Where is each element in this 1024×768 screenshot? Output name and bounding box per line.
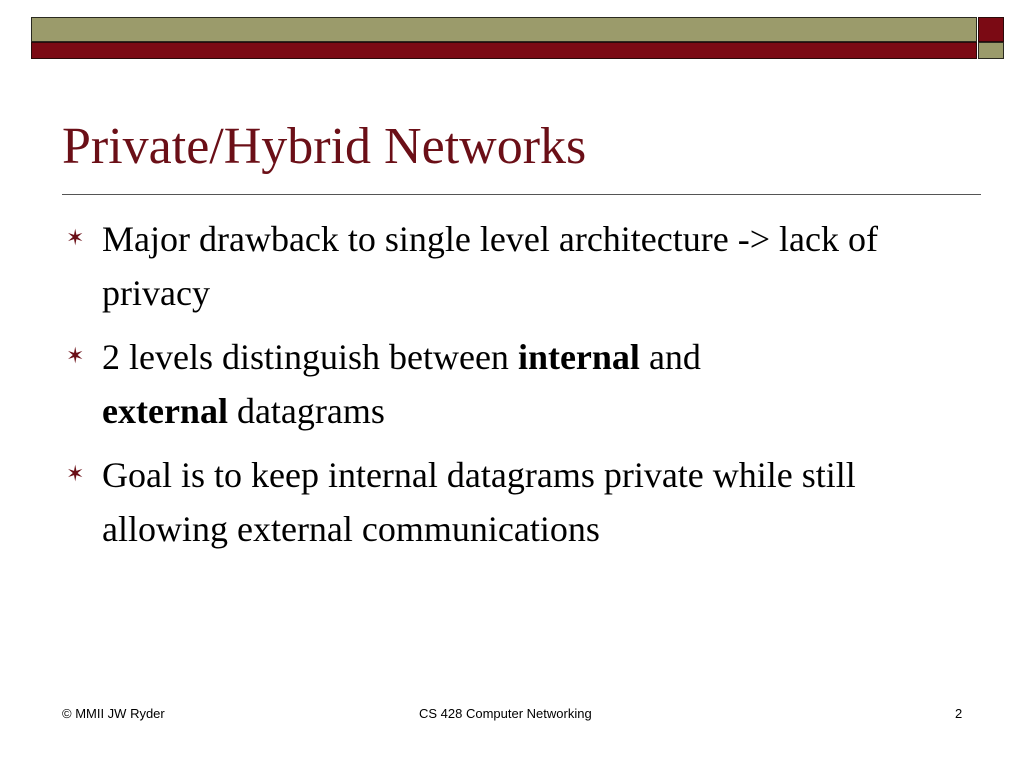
footer-copyright: © MMII JW Ryder bbox=[62, 706, 165, 721]
header-corner-olive bbox=[978, 42, 1004, 59]
bullet-item bbox=[62, 330, 962, 438]
footer-page-number: 2 bbox=[955, 706, 963, 721]
bullet-text-mid: and bbox=[639, 337, 701, 377]
bullet-text: Goal is to keep internal datagrams private while still allowing external communications bbox=[102, 455, 856, 549]
footer-course: CS 428 Computer Networking bbox=[419, 706, 592, 721]
header-bar-maroon bbox=[31, 42, 977, 59]
bullet-text: Major drawback to single level architecture -> lack of privacy bbox=[102, 219, 878, 313]
bullet-text-pre: 2 levels distinguish between bbox=[102, 337, 518, 377]
bullet-emphasis-external: external bbox=[102, 391, 228, 431]
bullet-item bbox=[62, 448, 962, 556]
six-pointed-star-icon: ✶ bbox=[66, 344, 85, 369]
bullet-list bbox=[62, 212, 962, 566]
header-bar-olive bbox=[31, 17, 977, 42]
six-pointed-star-icon: ✶ bbox=[66, 462, 85, 487]
bullet-emphasis-internal: internal bbox=[517, 337, 640, 377]
six-pointed-star-icon: ✶ bbox=[66, 226, 85, 251]
title-divider bbox=[62, 194, 981, 195]
slide-title: Private/Hybrid Networks bbox=[62, 118, 587, 175]
bullet-text-post: datagrams bbox=[227, 391, 385, 431]
header-corner-maroon bbox=[978, 17, 1004, 42]
bullet-item bbox=[62, 212, 962, 320]
